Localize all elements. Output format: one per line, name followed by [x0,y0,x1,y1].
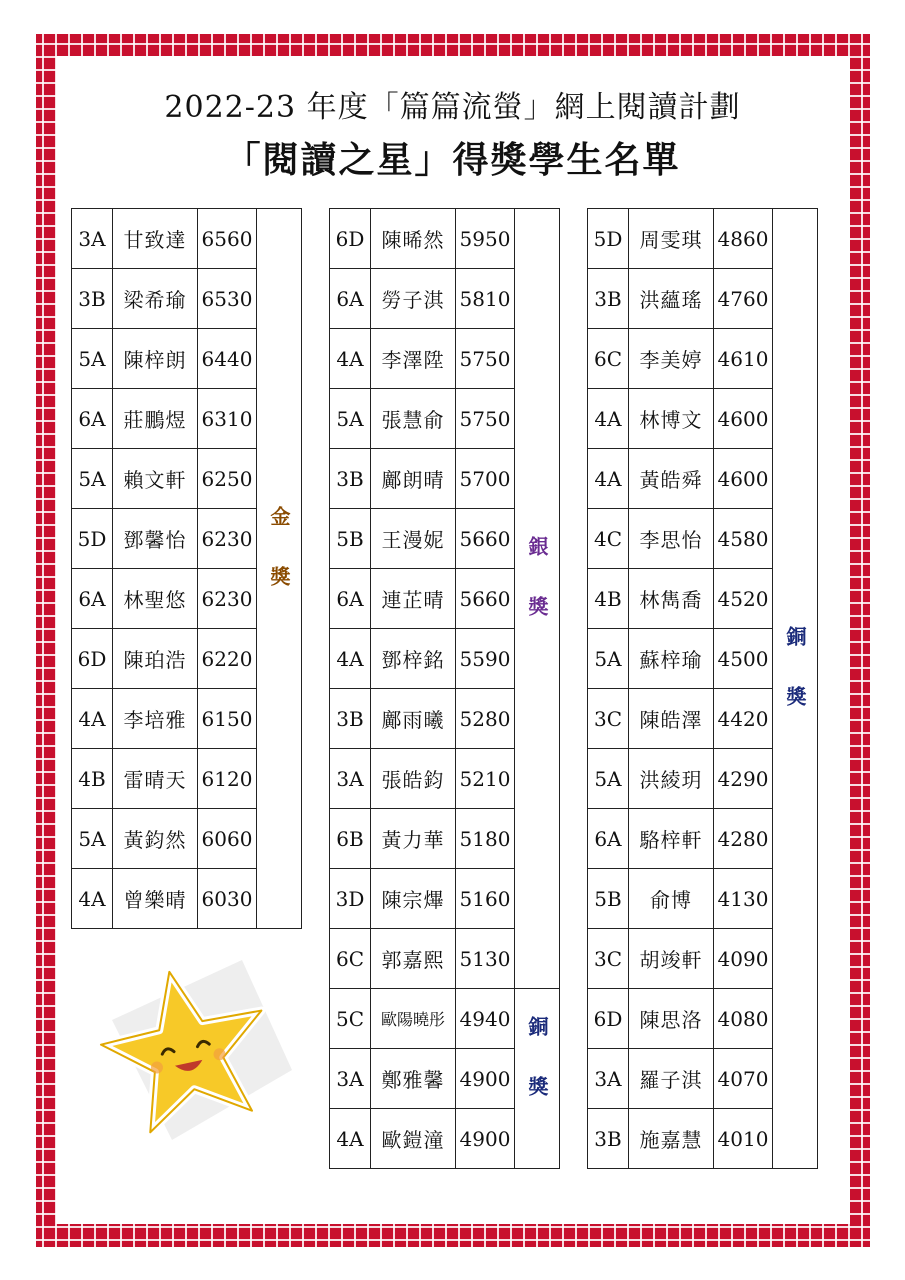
student-name-cell: 周雯琪 [629,209,714,269]
student-name-cell: 林聖悠 [113,569,198,629]
table-row [72,209,302,269]
student-name-cell: 郭嘉熙 [371,929,456,989]
score-cell: 4290 [714,749,773,809]
gold-award-table [71,208,302,929]
score-cell: 4500 [714,629,773,689]
student-name-cell: 鄺朗晴 [371,449,456,509]
class-cell: 6C [330,929,371,989]
class-cell: 4A [330,629,371,689]
student-name-cell: 王漫妮 [371,509,456,569]
class-cell: 6A [72,569,113,629]
score-cell: 5590 [456,629,515,689]
award-text: 銅獎 [525,1016,549,1136]
score-cell: 5210 [456,749,515,809]
class-cell: 6D [330,209,371,269]
student-name-cell: 施嘉慧 [629,1109,714,1169]
score-cell: 6220 [198,629,257,689]
student-name-cell: 陳宗熚 [371,869,456,929]
student-name-cell: 莊鵬煜 [113,389,198,449]
student-name-cell: 勞子淇 [371,269,456,329]
score-cell: 6530 [198,269,257,329]
score-cell: 4520 [714,569,773,629]
class-cell: 6A [330,269,371,329]
class-cell: 4A [72,689,113,749]
student-name-cell: 李澤陞 [371,329,456,389]
table-row [330,209,560,269]
score-cell: 6250 [198,449,257,509]
student-name-cell: 李培雅 [113,689,198,749]
score-cell: 5130 [456,929,515,989]
award-text: 銅獎 [783,626,807,746]
score-cell: 6060 [198,809,257,869]
student-name-cell: 林博文 [629,389,714,449]
score-cell: 6440 [198,329,257,389]
class-cell: 5D [588,209,629,269]
score-cell: 5750 [456,329,515,389]
class-cell: 3A [330,749,371,809]
silver-award-label [515,209,560,989]
score-cell: 6230 [198,569,257,629]
score-cell: 4080 [714,989,773,1049]
class-cell: 3A [588,1049,629,1109]
class-cell: 5A [588,629,629,689]
class-cell: 5A [72,449,113,509]
score-cell: 6150 [198,689,257,749]
class-cell: 4A [588,449,629,509]
student-name-cell: 賴文軒 [113,449,198,509]
student-name-cell: 陳梓朗 [113,329,198,389]
score-cell: 4860 [714,209,773,269]
student-name-cell: 歐陽曉彤 [371,989,456,1049]
class-cell: 6A [72,389,113,449]
gold-award-label [257,209,302,929]
class-cell: 3B [330,689,371,749]
student-name-cell: 黃鈞然 [113,809,198,869]
score-cell: 4280 [714,809,773,869]
score-cell: 5700 [456,449,515,509]
class-cell: 6B [330,809,371,869]
class-cell: 3B [588,269,629,329]
class-cell: 6A [588,809,629,869]
class-cell: 6D [72,629,113,689]
class-cell: 5C [330,989,371,1049]
student-name-cell: 張皓鈞 [371,749,456,809]
class-cell: 4A [72,869,113,929]
score-cell: 6310 [198,389,257,449]
student-name-cell: 陳皓澤 [629,689,714,749]
score-cell: 5160 [456,869,515,929]
score-cell: 4900 [456,1049,515,1109]
score-cell: 4600 [714,389,773,449]
class-cell: 4C [588,509,629,569]
student-name-cell: 鄧梓銘 [371,629,456,689]
score-cell: 4090 [714,929,773,989]
table-row [588,209,818,269]
class-cell: 3C [588,689,629,749]
class-cell: 6D [588,989,629,1049]
score-cell: 6230 [198,509,257,569]
student-name-cell: 陳思洛 [629,989,714,1049]
class-cell: 5A [72,329,113,389]
student-name-cell: 陳珀浩 [113,629,198,689]
page-subtitle: 「閱讀之星」得獎學生名單 [224,139,681,181]
silver-award-table [329,208,560,1169]
class-cell: 3B [330,449,371,509]
score-cell: 5810 [456,269,515,329]
student-name-cell: 連芷晴 [371,569,456,629]
student-name-cell: 羅子淇 [629,1049,714,1109]
student-name-cell: 胡竣軒 [629,929,714,989]
student-name-cell: 林雋喬 [629,569,714,629]
class-cell: 3B [72,269,113,329]
score-cell: 4070 [714,1049,773,1109]
score-cell: 5180 [456,809,515,869]
score-cell: 4600 [714,449,773,509]
class-cell: 3A [330,1049,371,1109]
student-name-cell: 鄭雅馨 [371,1049,456,1109]
student-name-cell: 蘇梓瑜 [629,629,714,689]
student-name-cell: 梁希瑜 [113,269,198,329]
class-cell: 4B [72,749,113,809]
score-cell: 5280 [456,689,515,749]
award-text: 銀獎 [525,536,549,656]
score-cell: 6560 [198,209,257,269]
student-name-cell: 鄺雨曦 [371,689,456,749]
student-name-cell: 李美婷 [629,329,714,389]
score-cell: 4420 [714,689,773,749]
class-cell: 3C [588,929,629,989]
score-cell: 4610 [714,329,773,389]
score-cell: 4760 [714,269,773,329]
score-cell: 5950 [456,209,515,269]
score-cell: 4010 [714,1109,773,1169]
class-cell: 4A [330,329,371,389]
student-name-cell: 李思怡 [629,509,714,569]
student-name-cell: 陳晞然 [371,209,456,269]
student-name-cell: 駱梓軒 [629,809,714,869]
student-name-cell: 歐鎧潼 [371,1109,456,1169]
class-cell: 6A [330,569,371,629]
bronze-award-label [773,209,818,1169]
student-name-cell: 曾樂晴 [113,869,198,929]
award-text: 金獎 [267,506,291,626]
student-name-cell: 黃皓舜 [629,449,714,509]
class-cell: 5A [330,389,371,449]
class-cell: 5A [72,809,113,869]
class-cell: 4A [330,1109,371,1169]
student-name-cell: 鄧馨怡 [113,509,198,569]
class-cell: 5D [72,509,113,569]
class-cell: 6C [588,329,629,389]
student-name-cell: 雷晴天 [113,749,198,809]
score-cell: 5660 [456,569,515,629]
class-cell: 5B [330,509,371,569]
score-cell: 5750 [456,389,515,449]
score-cell: 4900 [456,1109,515,1169]
class-cell: 3D [330,869,371,929]
class-cell: 3A [72,209,113,269]
class-cell: 4B [588,569,629,629]
class-cell: 5B [588,869,629,929]
smiling-star-icon [92,960,292,1140]
student-name-cell: 洪綾玥 [629,749,714,809]
score-cell: 6030 [198,869,257,929]
score-cell: 6120 [198,749,257,809]
student-name-cell: 洪蘊瑤 [629,269,714,329]
class-cell: 3B [588,1109,629,1169]
score-cell: 4580 [714,509,773,569]
student-name-cell: 甘致達 [113,209,198,269]
class-cell: 5A [588,749,629,809]
score-cell: 4940 [456,989,515,1049]
score-cell: 5660 [456,509,515,569]
student-name-cell: 張慧俞 [371,389,456,449]
class-cell: 4A [588,389,629,449]
page-title: 2022-23 年度「篇篇流螢」網上閱讀計劃 [164,90,741,125]
student-name-cell: 俞博 [629,869,714,929]
table-row [330,989,560,1049]
student-name-cell: 黃力華 [371,809,456,869]
score-cell: 4130 [714,869,773,929]
bronze-award-label [515,989,560,1169]
bronze-award-table [587,208,818,1169]
